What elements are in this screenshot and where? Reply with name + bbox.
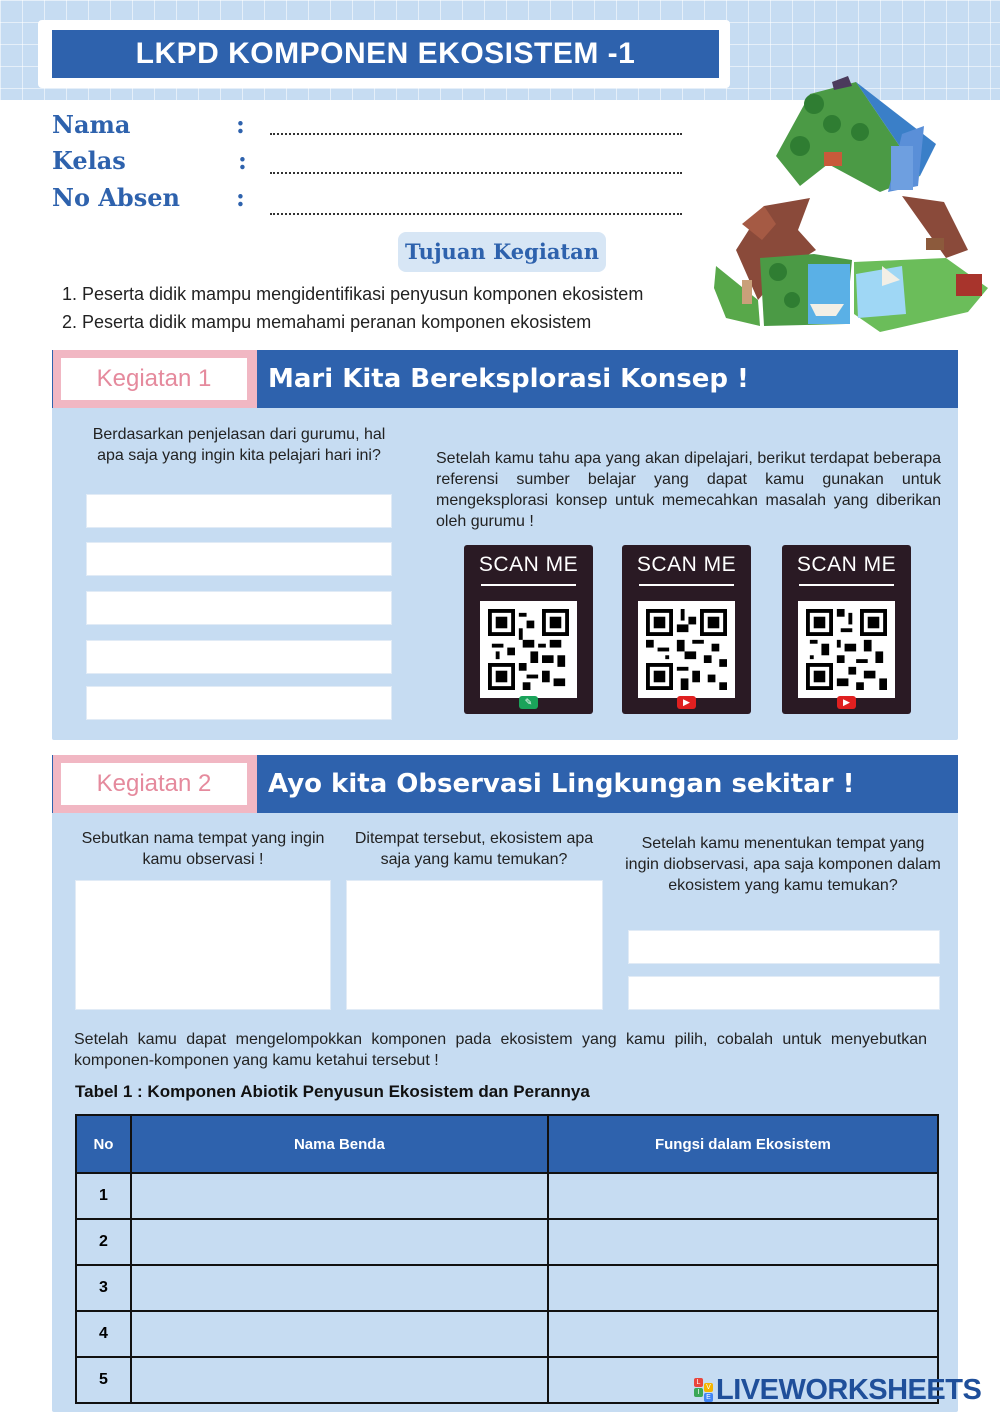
name-field[interactable]	[270, 131, 682, 135]
scan-me-label: SCAN ME	[636, 553, 737, 576]
qr-card-2[interactable]	[622, 545, 751, 714]
answer-field-4[interactable]	[86, 640, 392, 674]
ecosystem-cycle-illustration	[706, 74, 994, 334]
activity2-question-3: Setelah kamu menentukan tempat yang ingin diobservasi, apa saja komponen dalam ekosistem yang kamu temukan?	[625, 835, 941, 894]
component-answer-field-2[interactable]	[628, 976, 940, 1010]
fungsi-cell[interactable]	[548, 1173, 938, 1219]
component-answer-field-1[interactable]	[628, 930, 940, 964]
col-header-nama-benda: Nama Benda	[131, 1115, 548, 1173]
references-text: Setelah kamu tahu apa yang akan dipelajari, berikut terdapat beberapa referensi sumber belajar yang dapat kamu gunakan untuk mengeksplorasi konsep untuk memecahkan masalah yang diberikan oleh gurumu !	[436, 450, 941, 530]
table-row	[76, 1219, 938, 1265]
table-row	[76, 1265, 938, 1311]
nama-benda-cell[interactable]	[131, 1265, 548, 1311]
fungsi-cell[interactable]	[548, 1265, 938, 1311]
table-header-row	[76, 1115, 938, 1173]
activity1-question: Berdasarkan penjelasan dari gurumu, hal apa saja yang ingin kita pelajari hari ini?	[92, 426, 386, 464]
row-number: 1	[76, 1173, 131, 1219]
answer-field-1[interactable]	[86, 494, 392, 528]
answer-field-5[interactable]	[86, 686, 392, 720]
answer-field-2[interactable]	[86, 542, 392, 576]
watermark-letter: E	[704, 1393, 713, 1402]
table-caption: Tabel 1 : Komponen Abiotik Penyusun Ekosistem dan Perannya	[75, 1082, 590, 1101]
col-header-no: No	[76, 1115, 131, 1173]
watermark-letter: I	[694, 1388, 703, 1397]
objective-item: 1. Peserta didik mampu mengidentifikasi penyusun komponen ekosistem	[62, 284, 644, 304]
absen-colon: :	[236, 183, 245, 212]
fungsi-cell[interactable]	[548, 1219, 938, 1265]
scan-me-label: SCAN ME	[796, 553, 897, 576]
objective-item: 2. Peserta didik mampu memahami peranan komponen ekosistem	[62, 312, 592, 332]
nama-benda-cell[interactable]	[131, 1357, 548, 1403]
scan-underline	[799, 584, 894, 586]
class-field[interactable]	[270, 170, 682, 174]
document-icon: ✎	[519, 696, 538, 709]
youtube-icon: ▶	[837, 696, 856, 709]
qr-card-3[interactable]	[782, 545, 911, 714]
table-row	[76, 1311, 938, 1357]
name-label: Nama	[52, 110, 131, 139]
scan-me-label: SCAN ME	[478, 553, 579, 576]
activity1-badge: Kegiatan 1	[61, 358, 247, 400]
activity2-badge: Kegiatan 2	[61, 763, 247, 805]
scan-underline	[639, 584, 734, 586]
class-label: Kelas	[52, 146, 126, 175]
table-row	[76, 1173, 938, 1219]
watermark-text: LIVEWORKSHEETS	[716, 1374, 982, 1406]
qr-code[interactable]	[798, 601, 895, 698]
absen-field[interactable]	[270, 211, 682, 215]
nama-benda-cell[interactable]	[131, 1311, 548, 1357]
abiotic-components-table	[75, 1114, 939, 1404]
watermark-letter: V	[704, 1383, 713, 1392]
fungsi-cell[interactable]	[548, 1311, 938, 1357]
activity2-question-1: Sebutkan nama tempat yang ingin kamu observasi !	[81, 830, 325, 868]
col-header-fungsi: Fungsi dalam Ekosistem	[548, 1115, 938, 1173]
page-title: LKPD KOMPONEN EKOSISTEM -1	[52, 30, 719, 78]
qr-code[interactable]	[480, 601, 577, 698]
qr-card-1[interactable]	[464, 545, 593, 714]
ecosystem-answer-box[interactable]	[346, 880, 603, 1010]
place-answer-box[interactable]	[75, 880, 331, 1010]
youtube-icon: ▶	[677, 696, 696, 709]
row-number: 3	[76, 1265, 131, 1311]
objectives-heading: Tujuan Kegiatan	[398, 232, 606, 272]
row-number: 5	[76, 1357, 131, 1403]
name-colon: :	[236, 110, 245, 139]
row-number: 2	[76, 1219, 131, 1265]
activity2-instruction: Setelah kamu dapat mengelompokkan komponen pada ekosistem yang kamu pilih, cobalah untuk menyebutkan komponen-komponen yang kamu ketahui tersebut !	[74, 1031, 927, 1069]
nama-benda-cell[interactable]	[131, 1219, 548, 1265]
answer-field-3[interactable]	[86, 591, 392, 625]
watermark-letter: L	[694, 1378, 703, 1387]
activity2-question-2: Ditempat tersebut, ekosistem apa saja yang kamu temukan?	[354, 830, 594, 868]
objectives-list	[62, 280, 643, 336]
class-colon: :	[238, 146, 247, 175]
absen-label: No Absen	[52, 183, 180, 212]
nama-benda-cell[interactable]	[131, 1173, 548, 1219]
row-number: 4	[76, 1311, 131, 1357]
activity2-title: Ayo kita Observasi Lingkungan sekitar !	[268, 769, 855, 799]
scan-underline	[481, 584, 576, 586]
qr-code[interactable]	[638, 601, 735, 698]
activity1-title: Mari Kita Bereksplorasi Konsep !	[268, 364, 749, 394]
